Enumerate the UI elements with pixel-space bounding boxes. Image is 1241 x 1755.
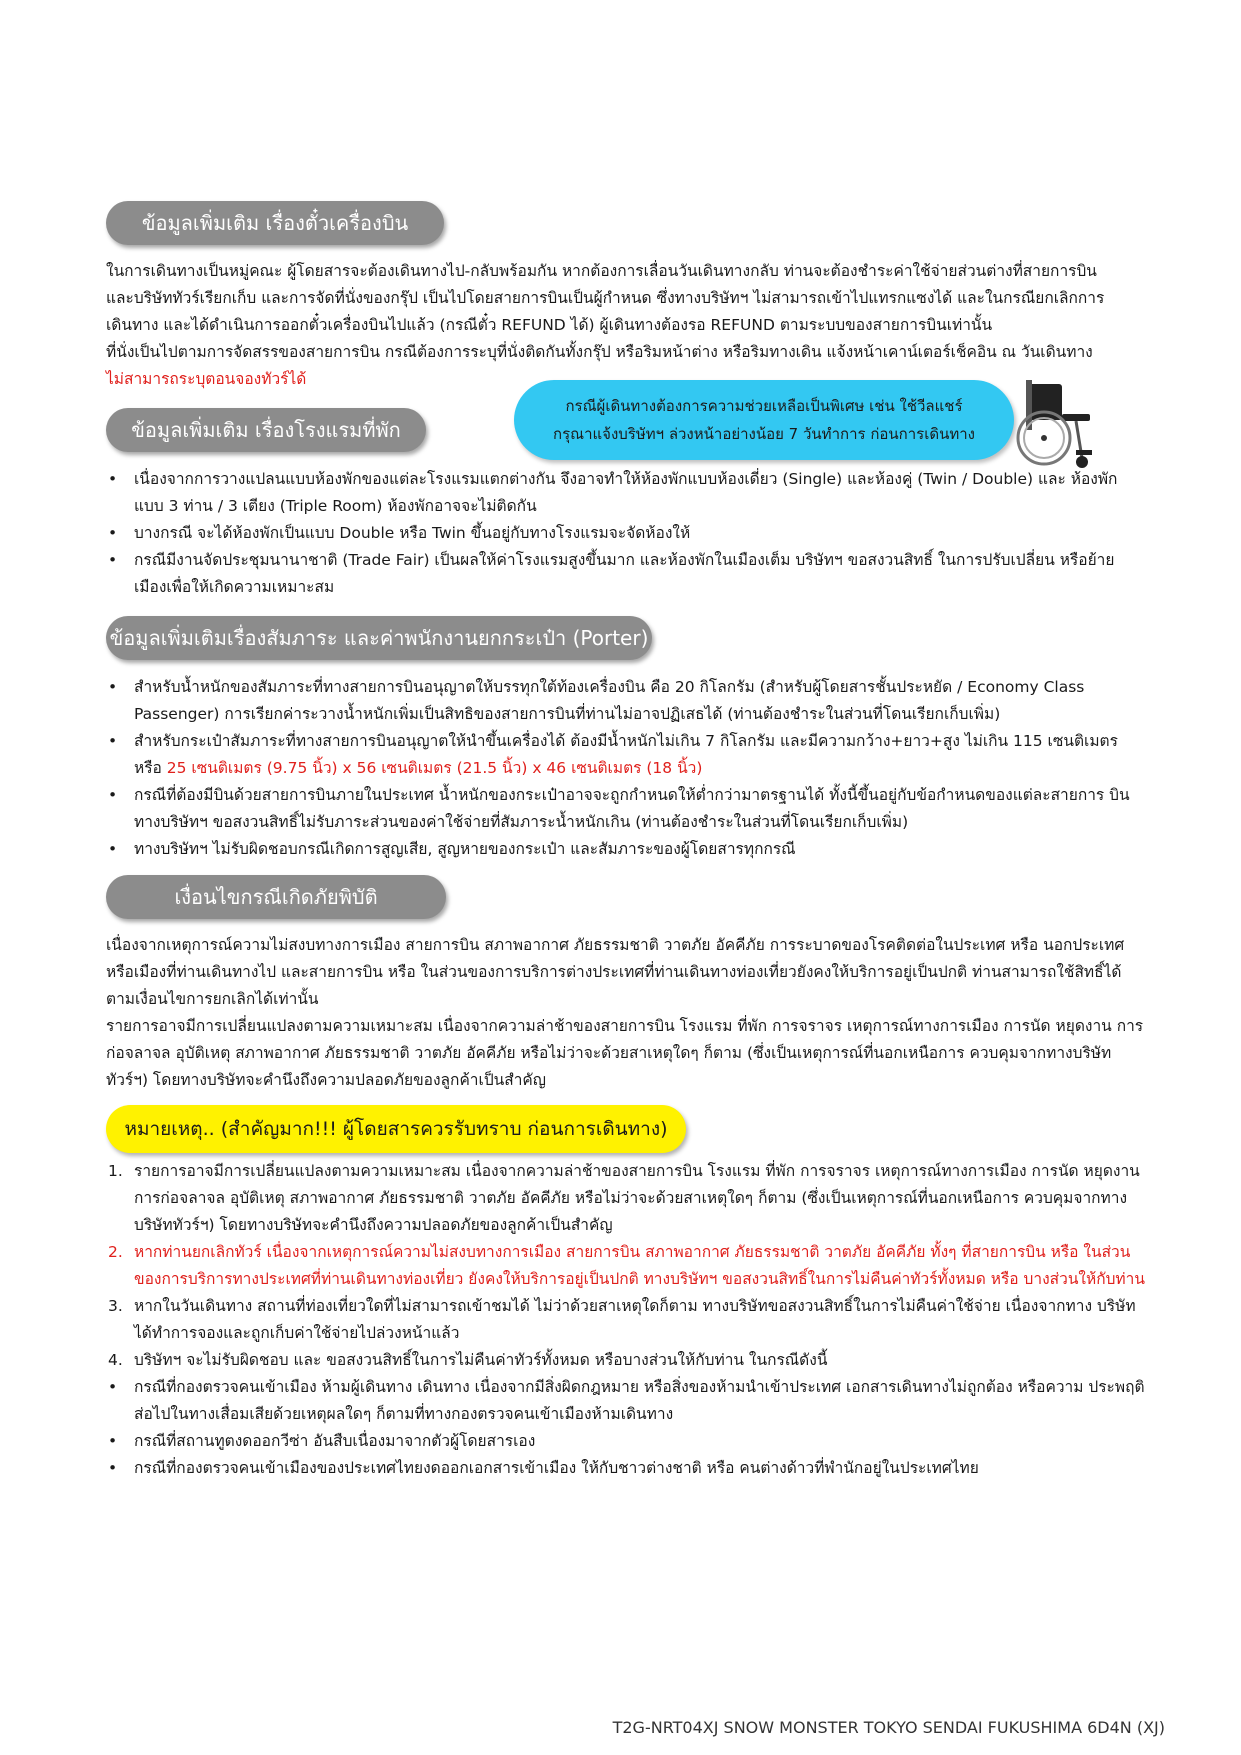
notes-list [106,1158,1146,1482]
list-item: 3. หากในวันเดินทาง สถานที่ท่องเที่ยวใดที่ไม่สามารถเข้าชมได้ ไม่ว่าด้วยสาเหตุใดก็ตาม ทางบริษัทขอสงวนสิทธิ์ในการไม่คืนค่าใช้จ่าย เนื่องจากทาง บริษัทได้ทำการจองและถูกเก็บค่าใช้จ่ายไปล่วงหน้าแล้ว [108,1297,1136,1342]
list-item: • บางกรณี จะได้ห้องพักเป็นแบบ Double หรือ Twin ขึ้นอยู่กับทางโรงแรมจะจัดห้องให้ [108,524,691,542]
carry-on-size: 25 เซนติเมตร (9.75 นิ้ว) x 56 เซนติเมตร (21.5 นิ้ว) x 46 เซนติเมตร (18 นิ้ว) [166,759,703,777]
callout-line: กรณีผู้เดินทางต้องการความช่วยเหลือเป็นพิเศษ เช่น ใช้วีลแชร์ [565,397,963,415]
ticket-line: ในการเดินทางเป็นหมู่คณะ ผู้โดยสารจะต้องเดินทางไป-กลับพร้อมกัน หากต้องการเลื่อนวันเดินทางกลับ ท่านจะต้องชำระค่าใช้จ่ายส่วนต่างที่สายการบิน [106,262,1097,280]
disaster-paragraph [106,932,1146,1094]
hotel-list [106,466,1146,601]
ticket-line: และบริษัททัวร์เรียกเก็บ และการจัดที่นั่งของกรุ๊ป เป็นไปโดยสายการบินเป็นผู้กำหนด ซึ่งทางบริษัทฯ ไม่สามารถเข้าไปแทรกแซงได้ และในกรณียกเลิกการ [106,289,1105,307]
list-item: • กรณีที่สถานทูตงดออกวีซ่า อันสืบเนื่องมาจากตัวผู้โดยสารเอง [108,1432,536,1450]
list-item: • กรณีมีงานจัดประชุมนานาชาติ (Trade Fair) เป็นผลให้ค่าโรงแรมสูงขึ้นมาก และห้องพักในเมืองเต็ม บริษัทฯ ขอสงวนสิทธิ์ ในการปรับเปลี่ยน หรือย้ายเมืองเพื่อให้เกิดความเหมาะสม [108,551,1115,596]
disaster-text: รายการอาจมีการเปลี่ยนแปลงตามความเหมาะสม เนื่องจากความล่าช้าของสายการบิน โรงแรม ที่พัก การจราจร เหตุการณ์ทางการเมือง การนัด หยุดงาน การก่อจลาจล อุบัติเหตุ สภาพอากาศ ภัยธรรมชาติ วาตภัย อัคคีภัย หรือไม่ว่าจะด้วยสาเหตุใดๆ ก็ตาม (ซึ่งเป็นเหตุการณ์ที่นอกเหนือการ ควบคุมจากทางบริษัททัวร์ฯ) โดยทางบริษัทจะคำนึงถึงความปลอดภัยของลูกค้าเป็นสำคัญ [106,1017,1144,1089]
section-heading-hotel: ข้อมูลเพิ่มเติม เรื่องโรงแรมที่พัก [106,408,426,452]
list-item: 4. บริษัทฯ จะไม่รับผิดชอบ และ ขอสงวนสิทธิ์ในการไม่คืนค่าทัวร์ทั้งหมด หรือบางส่วนให้กับท่าน ในกรณีดังนี้ [108,1351,828,1369]
section-heading-ticket: ข้อมูลเพิ่มเติม เรื่องตั๋วเครื่องบิน [106,201,444,245]
list-item: • ทางบริษัทฯ ไม่รับผิดชอบกรณีเกิดการสูญเสีย, สูญหายของกระเป๋า และสัมภาระของผู้โดยสารทุกกรณี [108,840,796,858]
special-assistance-callout [514,380,1014,460]
ticket-red-line: ไม่สามารถระบุตอนจองทัวร์ได้ [106,370,307,388]
important-note-heading: หมายเหตุ.. (สำคัญมาก!!! ผู้โดยสารควรรับทราบ ก่อนการเดินทาง) [106,1105,686,1153]
list-item: • กรณีที่กองตรวจคนเข้าเมือง ห้ามผู้เดินทาง เดินทาง เนื่องจากมีสิ่งผิดกฎหมาย หรือสิ่งของห้ามนำเข้าประเทศ เอกสารเดินทางไม่ถูกต้อง หรือความ ประพฤติส่อไปในทางเสื่อมเสียด้วยเหตุผลใดๆ ก็ตามที่ทางกองตรวจคนเข้าเมืองห้ามเดินทาง [108,1378,1145,1423]
list-item: • กรณีที่ต้องมีบินด้วยสายการบินภายในประเทศ น้ำหนักของกระเป๋าอาจจะถูกกำหนดให้ต่ำกว่ามาตรฐานได้ ทั้งนี้ขึ้นอยู่กับข้อกำหนดของแต่ละสายการ บิน ทางบริษัทฯ ขอสงวนสิทธิ์ไม่รับภาระส่วนของค่าใช้จ่ายที่สัมภาระน้ำหนักเกิน (ท่านต้องชำระในส่วนที่โดนเรียกเก็บเพิ่ม) [108,786,1130,831]
list-item: 2. หากท่านยกเลิกทัวร์ เนื่องจากเหตุการณ์ความไม่สงบทางการเมือง สายการบิน สภาพอากาศ ภัยธรรมชาติ วาตภัย อัคคีภัย ทั้งๆ ที่สายการบิน หรือ ในส่วนของการบริการทางประเทศที่ท่านเดินทางท่องเที่ยว ยังคงให้บริการอยู่เป็นปกติ ทางบริษัทฯ ขอสงวนสิทธิ์ในการไม่คืนค่าทัวร์ทั้งหมด หรือ บางส่วนให้กับท่าน [108,1243,1145,1288]
ticket-line: ที่นั่งเป็นไปตามการจัดสรรของสายการบิน กรณีต้องการระบุที่นั่งติดกันทั้งกรุ๊ป หรือริมหน้าต่าง หรือริมทางเดิน แจ้งหน้าเคาน์เตอร์เช็คอิน ณ วันเดินทาง [106,343,1093,361]
ticket-line: เดินทาง และได้ดำเนินการออกตั๋วเครื่องบินไปแล้ว (กรณีตั๋ว REFUND ได้) ผู้เดินทางต้องรอ REFUND ตามระบบของสายการบินเท่านั้น [106,316,993,334]
luggage-list [106,674,1146,863]
list-item: • กรณีที่กองตรวจคนเข้าเมืองของประเทศไทยงดออกเอกสารเข้าเมือง ให้กับชาวต่างชาติ หรือ คนต่างด้าวที่พำนักอยู่ในประเทศไทย [108,1459,979,1477]
ticket-paragraph [106,258,1146,393]
list-item: • สำหรับน้ำหนักของสัมภาระที่ทางสายการบินอนุญาตให้บรรทุกใต้ท้องเครื่องบิน คือ 20 กิโลกรัม (สำหรับผู้โดยสารชั้นประหยัด / Economy Class Passenger) การเรียกค่าระวางน้ำหนักเพิ่มเป็นสิทธิของสายการบินที่ท่านไม่อาจปฏิเสธได้ (ท่านต้องชำระในส่วนที่โดนเรียกเก็บเพิ่ม) [108,678,1085,723]
section-heading-luggage: ข้อมูลเพิ่มเติมเรื่องสัมภาระ และค่าพนักงานยกกระเป๋า (Porter) [106,616,652,660]
list-item: • สำหรับกระเป๋าสัมภาระที่ทางสายการบินอนุญาตให้นำขึ้นเครื่องได้ ต้องมีน้ำหนักไม่เกิน 7 กิโลกรัม และมีความกว้าง+ยาว+สูง ไม่เกิน 115 เซนติเมตร หรือ 25 เซนติเมตร (9.75 นิ้ว) x 56 เซนติเมตร (21.5 นิ้ว) x 46 เซนติเมตร (18 นิ้ว) [108,732,1118,777]
section-heading-disaster: เงื่อนไขกรณีเกิดภัยพิบัติ [106,875,446,919]
footer-tour-code: T2G-NRT04XJ SNOW MONSTER TOKYO SENDAI FUKUSHIMA 6D4N (XJ) [612,1718,1165,1737]
list-item: 1. รายการอาจมีการเปลี่ยนแปลงตามความเหมาะสม เนื่องจากความล่าช้าของสายการบิน โรงแรม ที่พัก การจราจร เหตุการณ์ทางการเมือง การนัด หยุดงาน การก่อจลาจล อุบัติเหตุ สภาพอากาศ ภัยธรรมชาติ วาตภัย อัคคีภัย หรือไม่ว่าจะด้วยสาเหตุใดๆ ก็ตาม (ซึ่งเป็นเหตุการณ์ที่นอกเหนือการ ควบคุมจากทางบริษัททัวร์ฯ) โดยทางบริษัทจะคำนึงถึงความปลอดภัยของลูกค้าเป็นสำคัญ [108,1162,1140,1234]
list-item: • เนื่องจากการวางแปลนแบบห้องพักของแต่ละโรงแรมแตกต่างกัน จึงอาจทำให้ห้องพักแบบห้องเดี่ยว (Single) และห้องคู่ (Twin / Double) และ ห้องพัก แบบ 3 ท่าน / 3 เตียง (Triple Room) ห้องพักอาจจะไม่ติดกัน [108,470,1118,515]
callout-line: กรุณาแจ้งบริษัทฯ ล่วงหน้าอย่างน้อย 7 วันทำการ ก่อนการเดินทาง [553,425,975,443]
wheelchair-icon [1006,372,1096,472]
disaster-text: เนื่องจากเหตุการณ์ความไม่สงบทางการเมือง สายการบิน สภาพอากาศ ภัยธรรมชาติ วาตภัย อัคคีภัย การระบาดของโรคติดต่อในประเทศ หรือ นอกประเทศ หรือเมืองที่ท่านเดินทางไป และสายการบิน หรือ ในส่วนของการบริการต่างประเทศที่ท่านเดินทางท่องเที่ยวยังคงให้บริการอยู่เป็นปกติ ท่านสามารถใช้สิทธิ์ได้ตามเงื่อนไขการยกเลิกได้เท่านั้น [106,936,1125,1008]
